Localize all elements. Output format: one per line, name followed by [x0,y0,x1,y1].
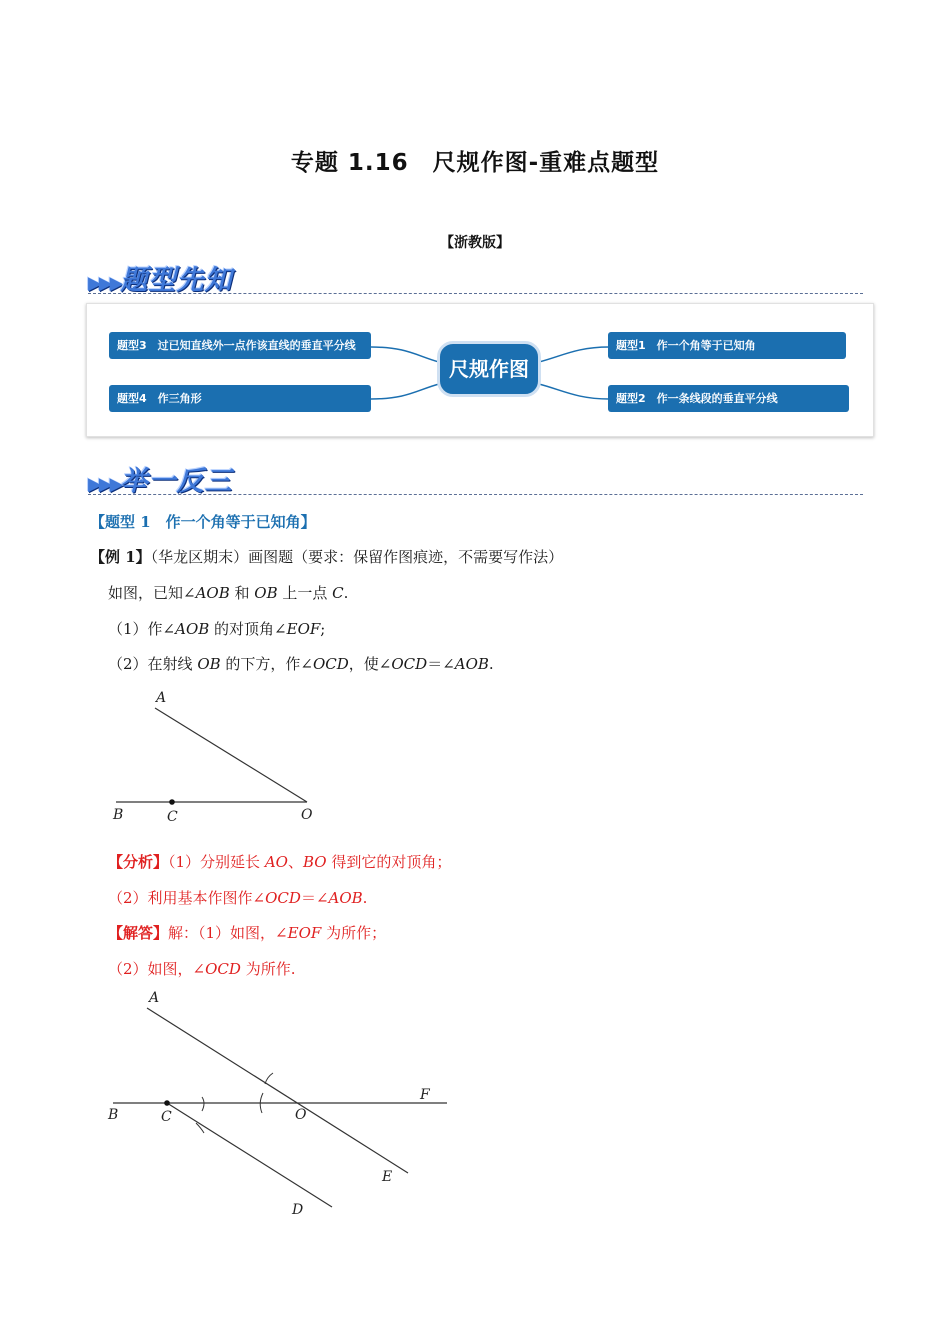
mindmap-panel [86,303,874,437]
point-C [164,1100,170,1106]
line-AE [147,1008,408,1173]
ray-OA [155,708,307,802]
label-D: D [292,1202,304,1218]
mindmap-item-type1[interactable]: 题型1 作一个角等于已知角 [608,332,846,359]
analysis-line-2: （2）利用基本作图作∠OCD＝∠AOB. [108,889,368,907]
label-F: F [420,1087,430,1103]
mindmap-item-type2[interactable]: 题型2 作一条线段的垂直平分线 [608,385,849,412]
divider [88,494,863,495]
label-B: B [108,1107,119,1123]
construction-arc [265,1073,273,1084]
label-C: C [167,809,178,825]
label-A: A [149,990,160,1006]
figure-construction [95,985,465,1220]
triple-arrow-icon: ▶▶▶ [88,273,121,294]
example-intro: 如图，已知∠AOB 和 OB 上一点 C. [108,584,349,602]
example-question-2: （2）在射线 OB 的下方，作∠OCD，使∠OCD＝∠AOB. [108,655,494,673]
mindmap-item-type4[interactable]: 题型4 作三角形 [109,385,371,412]
solution-line-1: 【解答】解：（1）如图，∠EOF 为所作； [108,924,387,942]
mindmap-center: 尺规作图 [437,341,541,397]
analysis-line-1: 【分析】（1）分别延长 AO、BO 得到它的对顶角； [108,853,452,871]
page-title: 专题 1.16 尺规作图-重难点题型 [290,150,660,176]
label-O: O [295,1107,307,1123]
label-A: A [156,690,167,706]
label-C: C [161,1109,172,1125]
solution-line-2: （2）如图，∠OCD 为所作. [108,960,296,978]
label-E: E [382,1169,393,1185]
triple-arrow-icon: ▶▶▶ [88,474,121,495]
divider [88,293,863,294]
label-B: B [113,807,124,823]
example-line: 【例 1】（华龙区期末）画图题（要求：保留作图痕迹，不需要写作法） [90,548,564,566]
mindmap-item-type3[interactable]: 题型3 过已知直线外一点作该直线的垂直平分线 [109,332,371,359]
figure-given-angle [100,685,340,830]
ray-CD [167,1103,332,1207]
edition-label: 【浙教版】 [440,235,510,251]
label-O: O [301,807,313,823]
point-C [169,799,175,805]
section-heading: 【题型 1 作一个角等于已知角】 [90,513,316,531]
section-banner-practice: ▶▶▶举一反三 [88,466,233,497]
example-question-1: （1）作∠AOB 的对顶角∠EOF; [108,620,326,638]
section-banner-preview: ▶▶▶题型先知 [88,265,233,296]
construction-arc [202,1097,204,1111]
